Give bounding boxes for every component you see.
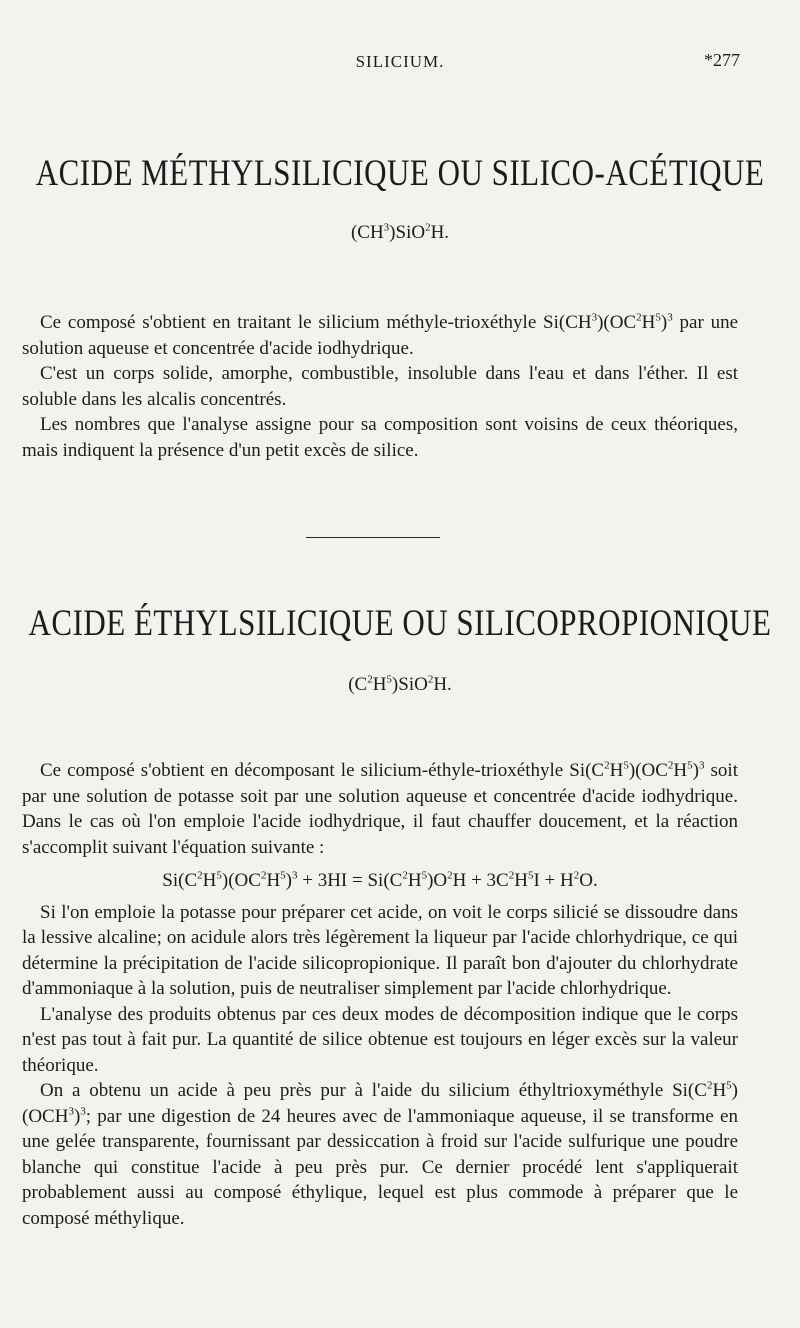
- reaction-equation: $Si(C^2H^5)(OC^2H^5)^3 + 3HI = Si(C^2H^5)O^2H + 3C^2H^5I + H^2O$.: [162, 869, 598, 891]
- paragraph: Les nombres que l'analyse assigne pour sa composition sont voisins de ceux théoriques, mais indiquent la présence d'un petit excès de silice.: [22, 414, 738, 461]
- section-body-methylsilicique: [22, 310, 738, 463]
- paragraph: L'analyse des produits obtenus par ces deux modes de décomposition indique que le corps n'est pas tout à fait pur. La quantité de silice obtenue est toujours en léger excès sur la valeur théorique.: [22, 1003, 738, 1076]
- running-title: SILICIUM.: [355, 52, 445, 71]
- page-number: *277: [704, 50, 740, 70]
- section-title-ethylsilicique: ACIDE ÉTHYLSILICIQUE OU SILICOPROPIONIQUE: [28, 602, 772, 644]
- paragraph: Si l'on emploie la potasse pour préparer cet acide, on voit le corps silicié se dissoudre dans la lessive alcaline; on acidule alors très légèrement la liqueur par l'acide chlorhydrique, ce qui détermine la précipitation de l'acide silicopropionique. Il paraît bon d'ajouter du chlorhydrate d'ammoniaque à la solution, puis de neutraliser simplement par l'acide chlorhydrique.: [22, 901, 738, 999]
- paragraph: On a obtenu un acide à peu près pur à l'aide du silicium éthyltrioxyméthyle $Si(C^2H^5)(OCH^3)^3$; par une digestion de 24 heures avec de l'ammoniaque aqueuse, il se transforme en une gelée transparente, fournissant par dessiccation à froid sur l'acide sulfurique une poudre blanche qui constitue l'acide à peu près pur. Ce dernier procédé lent s'appliquerait probablement aussi au composé éthylique, lequel est plus commode à préparer que le composé méthylique.: [22, 1079, 738, 1229]
- section-divider: [306, 537, 440, 538]
- formula-ethylsilicique: $(C^2H^5)SiO^2H$.: [348, 673, 452, 695]
- section-title-methylsilicique: ACIDE MÉTHYLSILICIQUE OU SILICO-ACÉTIQUE: [35, 152, 765, 194]
- formula-methylsilicique: $(CH^3)SiO^2H$.: [350, 221, 450, 243]
- section-body-ethylsilicique: [22, 758, 738, 1231]
- paragraph: Ce composé s'obtient en décomposant le silicium-éthyle-trioxéthyle $Si(C^2H^5)(OC^2H^5)^3$ soit par une solution de potasse soit par une solution aqueuse et concentrée d'acide iodhydrique. Dans le cas où l'on emploie l'acide iodhydrique, il faut chauffer doucement, et la réaction s'accomplit suivant l'équation suivante :: [22, 759, 738, 858]
- paragraph: Ce composé s'obtient en traitant le silicium méthyle-trioxéthyle $Si(CH^3)(OC^2H^5)^3$ par une solution aqueuse et concentrée d'acide iodhydrique.: [22, 311, 738, 359]
- paragraph: C'est un corps solide, amorphe, combustible, insoluble dans l'eau et dans l'éther. Il est soluble dans les alcalis concentrés.: [22, 363, 738, 410]
